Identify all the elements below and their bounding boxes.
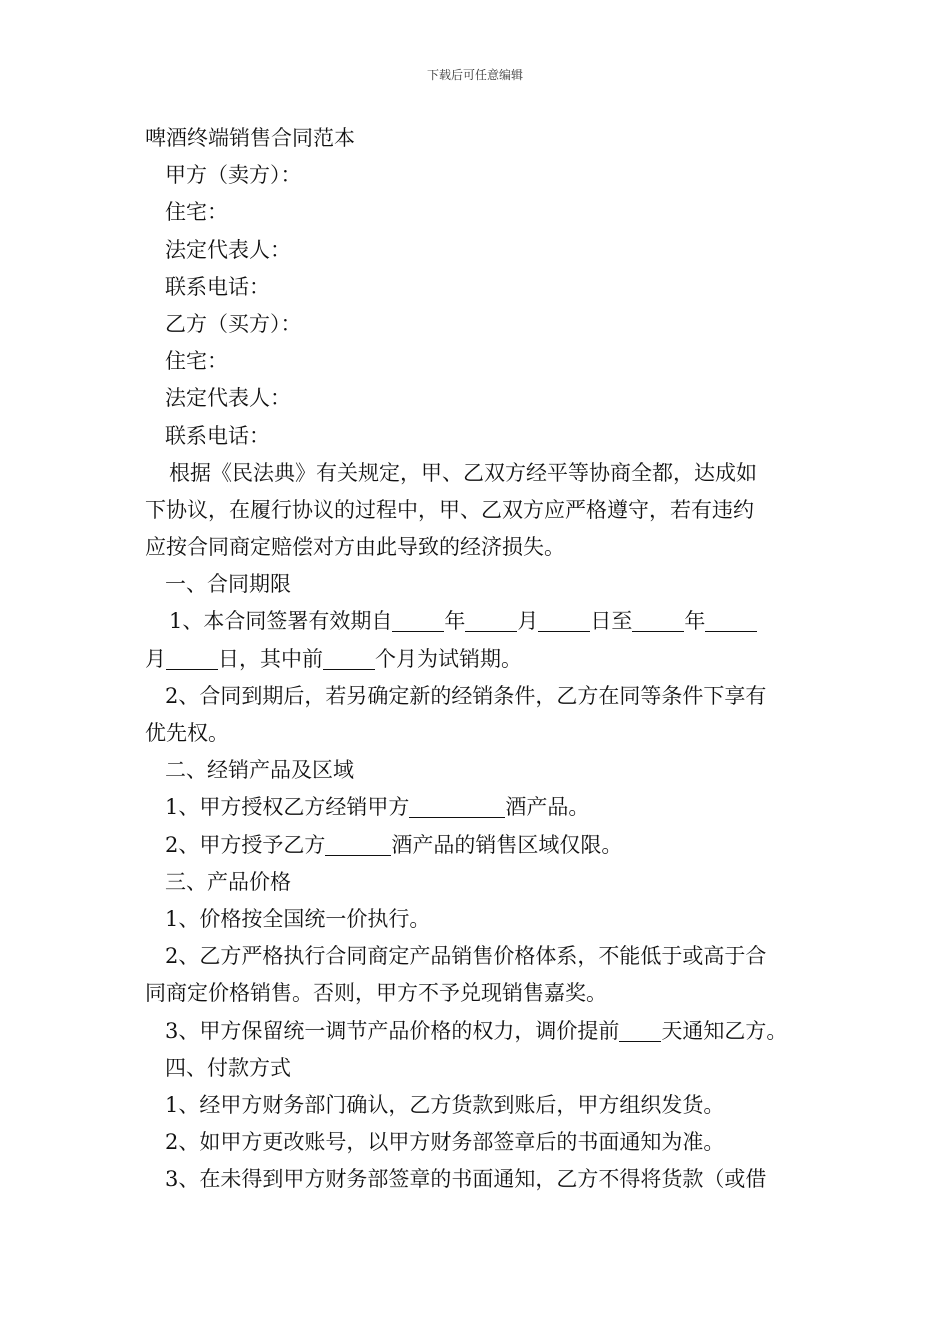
intro-line-3: 应按合同商定赔偿对方由此导致的经济损失。 bbox=[145, 535, 565, 560]
clause-4-1: 1、经甲方财务部门确认，乙方货款到账后，甲方组织发货。 bbox=[165, 1092, 725, 1117]
clause-3-3 bbox=[145, 1013, 810, 1050]
fill-blank bbox=[538, 609, 590, 632]
section-1-title: 一、合同期限 bbox=[165, 572, 291, 597]
party-b-phone: 联系电话： bbox=[165, 423, 270, 448]
clause-1-2-cont: 优先权。 bbox=[145, 721, 229, 745]
clause-text: 月 bbox=[517, 609, 539, 634]
clause-text: 1、甲方授权乙方经销甲方 bbox=[165, 795, 410, 820]
section-2-title: 二、经销产品及区域 bbox=[165, 758, 354, 783]
clause-1-2: 2、合同到期后，若另确定新的经销条件，乙方在同等条件下享有 bbox=[165, 683, 767, 708]
clause-text: 年 bbox=[444, 609, 466, 634]
party-a-address: 住宅： bbox=[165, 200, 228, 225]
fill-blank bbox=[465, 609, 517, 632]
clause-text: 天通知乙方。 bbox=[661, 1018, 788, 1043]
clause-text: 2、甲方授予乙方 bbox=[165, 832, 326, 857]
fill-blank bbox=[325, 833, 391, 856]
clause-text: 酒产品的销售区域仅限。 bbox=[391, 832, 623, 857]
clause-2-2 bbox=[145, 827, 810, 864]
clause-4-2: 2、如甲方更改账号，以甲方财务部签章后的书面通知为准。 bbox=[165, 1130, 725, 1155]
clause-1-1-cont bbox=[145, 641, 810, 678]
fill-blank bbox=[323, 647, 375, 670]
intro-line-2: 下协议，在履行协议的过程中，甲、乙双方应严格遵守，若有违约 bbox=[145, 497, 754, 522]
fill-blank bbox=[705, 609, 757, 632]
fill-blank bbox=[632, 609, 684, 632]
clause-text: 月 bbox=[145, 646, 166, 671]
section-3-title: 三、产品价格 bbox=[165, 869, 291, 894]
party-a-label: 甲方（卖方）： bbox=[165, 163, 302, 188]
clause-text: 日，其中前 bbox=[218, 646, 323, 671]
fill-blank bbox=[619, 1019, 661, 1042]
fill-blank bbox=[166, 647, 218, 670]
clause-2-1 bbox=[145, 789, 810, 826]
clause-3-2-cont: 同商定价格销售。否则，甲方不予兑现销售嘉奖。 bbox=[145, 981, 607, 1006]
party-b-representative: 法定代表人： bbox=[165, 386, 291, 411]
clause-3-1: 1、价格按全国统一价执行。 bbox=[165, 906, 431, 931]
fill-blank bbox=[409, 795, 505, 818]
party-b-label: 乙方（买方）： bbox=[165, 311, 302, 336]
clause-text: 3、甲方保留统一调节产品价格的权力，调价提前 bbox=[165, 1018, 620, 1043]
clause-3-2: 2、乙方严格执行合同商定产品销售价格体系，不能低于或高于合 bbox=[165, 944, 767, 969]
clause-text: 酒产品。 bbox=[505, 795, 590, 820]
section-4-title: 四、付款方式 bbox=[165, 1055, 291, 1080]
party-a-phone: 联系电话： bbox=[165, 274, 270, 299]
clause-text: 年 bbox=[684, 609, 706, 634]
party-b-address: 住宅： bbox=[165, 349, 228, 374]
party-a-representative: 法定代表人： bbox=[165, 237, 291, 262]
clause-1-1 bbox=[145, 603, 810, 640]
document-title: 啤酒终端销售合同范本 bbox=[145, 126, 355, 150]
contract-body bbox=[145, 120, 810, 1198]
clause-text: 1、本合同签署有效期自 bbox=[169, 609, 393, 634]
fill-blank bbox=[392, 609, 444, 632]
clause-4-3: 3、在未得到甲方财务部签章的书面通知，乙方不得将货款（或借 bbox=[165, 1167, 767, 1192]
clause-text: 个月为试销期。 bbox=[375, 646, 522, 671]
clause-text: 日至 bbox=[590, 609, 633, 634]
intro-line-1: 根据《民法典》有关规定，甲、乙双方经平等协商全都，达成如 bbox=[169, 460, 757, 485]
page-header: 下载后可任意编辑 bbox=[426, 68, 523, 82]
